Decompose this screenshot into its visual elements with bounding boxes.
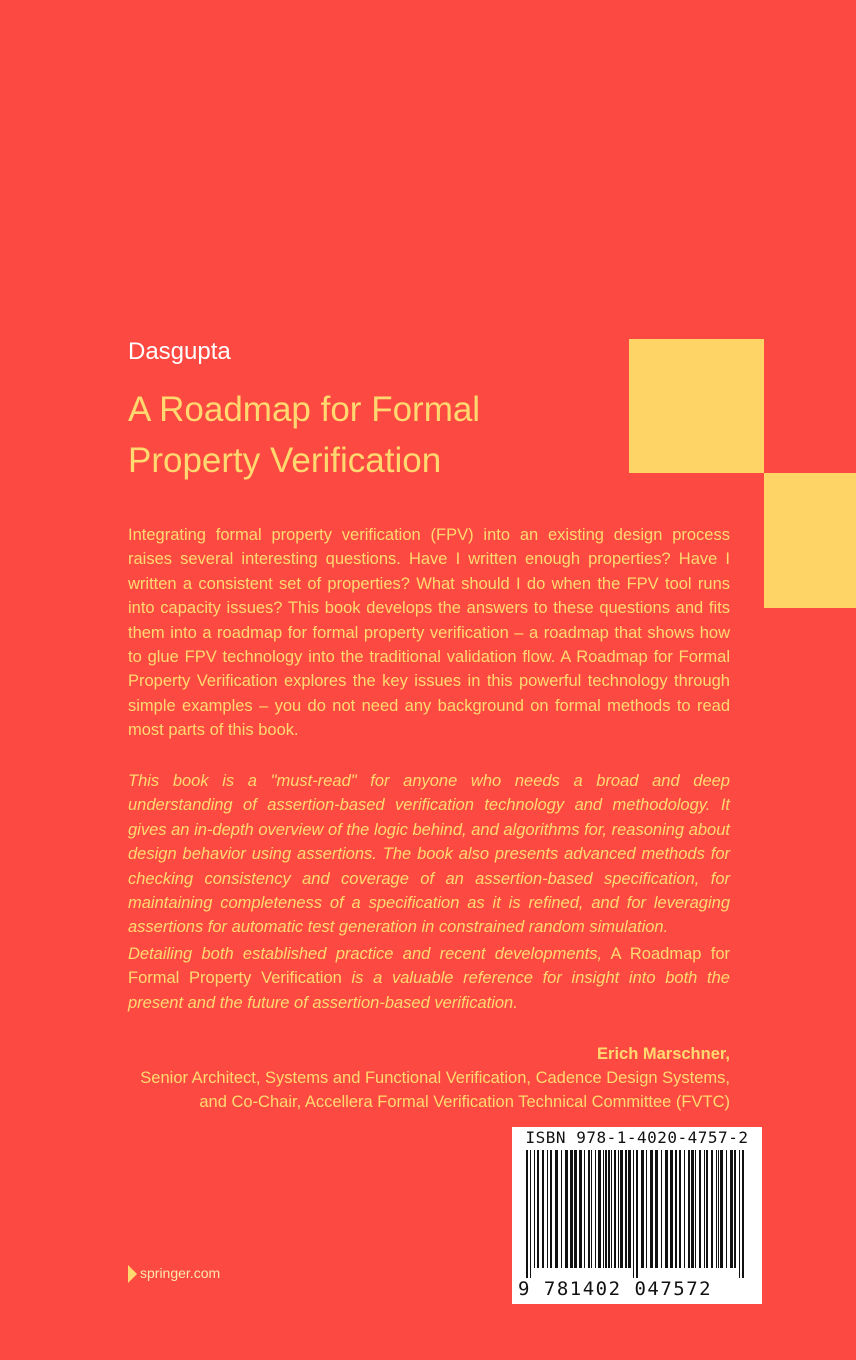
review-p2-title-ref: A Roadmap for Formal Property Verification [128, 945, 730, 988]
author-name: Dasgupta [128, 338, 231, 365]
barcode-bars [526, 1150, 748, 1278]
barcode-bar [704, 1150, 705, 1268]
barcode-bar [711, 1150, 713, 1268]
barcode-bar [542, 1150, 544, 1268]
barcode-bar [716, 1150, 717, 1268]
reviewer-title-line-2: and Co-Chair, Accellera Formal Verification Technical Committee (FVTC) [199, 1093, 730, 1111]
barcode-bar [608, 1150, 610, 1268]
barcode-bar [650, 1150, 653, 1268]
barcode-bar [561, 1150, 562, 1268]
barcode-bar [675, 1150, 677, 1268]
barcode-bar [574, 1150, 577, 1268]
book-title-line-2: Property Verification [128, 441, 442, 480]
barcode-bar [679, 1150, 681, 1268]
barcode-bar [636, 1150, 638, 1278]
publisher-link[interactable] [128, 1265, 220, 1283]
barcode-bar [691, 1150, 694, 1268]
barcode-bar [595, 1150, 596, 1268]
isbn-barcode [512, 1127, 762, 1304]
barcode-bar [618, 1150, 619, 1268]
chevron-right-icon [128, 1265, 137, 1283]
barcode-bar [633, 1150, 634, 1278]
barcode-bar [570, 1150, 573, 1268]
review-paragraph-2 [128, 942, 730, 1015]
barcode-bar [547, 1150, 548, 1268]
barcode-bar [670, 1150, 673, 1268]
barcode-bar [718, 1150, 719, 1268]
barcode-bar [739, 1150, 740, 1278]
book-title-line-1: A Roadmap for Formal [128, 390, 481, 429]
book-description: Integrating formal property verification (FPV) into an existing design process raises several interesting questions. Have I written enough properties? Have I written a consistent set of properties? What should I do when the FPV tool runs into capacity issues? This book develops the answers to these questions and fits them into a roadmap for formal property verification – a roadmap that shows how to glue FPV technology into the traditional validation flow. A Roadmap for Formal Property Verification explores the key issues in this powerful technology through simple examples – you do not need any background on formal methods to read most parts of this book. [128, 526, 730, 740]
barcode-bar [605, 1150, 607, 1268]
barcode-bar [699, 1150, 701, 1268]
reviewer-name: Erich Marschner, [597, 1045, 730, 1063]
decorative-square-top [629, 339, 764, 473]
barcode-bar [706, 1150, 708, 1268]
barcode-bar [537, 1150, 539, 1268]
barcode-bar [591, 1150, 592, 1268]
review-p2-part-a: Detailing both established practice and recent developments, [128, 945, 603, 963]
barcode-bar [720, 1150, 723, 1268]
barcode-bar [588, 1150, 590, 1268]
barcode-bar [598, 1150, 601, 1268]
decorative-square-bottom [764, 473, 856, 608]
barcode-bar [584, 1150, 585, 1268]
barcode-bar [742, 1150, 744, 1278]
barcode-bar [555, 1150, 558, 1268]
barcode-bar [641, 1150, 644, 1268]
ean-digits: 9 781402 047572 [518, 1278, 713, 1300]
review-paragraph-1: This book is a "must-read" for anyone who needs a broad and deep understanding of assertion-based verification technology and methodology. It gives an in-depth overview of the logic behind, and algorithms for, reasoning about design behavior using assertions. The book also presents advanced methods for checking consistency and coverage of an assertion-based specification, for maintaining completeness of a specification as it is refined, and for leveraging assertions for automatic test generation in constrained random simulation. [128, 772, 730, 937]
barcode-bar [734, 1150, 736, 1268]
barcode-bar [730, 1150, 733, 1268]
barcode-bar [625, 1150, 627, 1268]
reviewer-title-line-1: Senior Architect, Systems and Functional Verification, Cadence Design Systems, [140, 1069, 730, 1087]
barcode-bar [530, 1150, 531, 1278]
barcode-bar [684, 1150, 685, 1268]
barcode-bar [628, 1150, 631, 1268]
barcode-bar [695, 1150, 696, 1268]
barcode-bar [688, 1150, 690, 1268]
review-p2-part-c: is a valuable reference for insight into both the present and the future of assertion-based verification. [128, 969, 730, 1012]
barcode-bar [661, 1150, 662, 1268]
barcode-bar [620, 1150, 623, 1268]
barcode-bar [611, 1150, 612, 1268]
isbn-label: ISBN 978-1-4020-4757-2 [525, 1128, 749, 1147]
barcode-bar [726, 1150, 727, 1268]
book-title [128, 384, 608, 486]
barcode-bar [614, 1150, 616, 1268]
barcode-bar [603, 1150, 604, 1268]
barcode-bar [565, 1150, 568, 1268]
barcode-bar [579, 1150, 582, 1268]
barcode-bar [550, 1150, 552, 1268]
barcode-bar [665, 1150, 668, 1268]
publisher-link-text: springer.com [140, 1265, 221, 1281]
barcode-bar [534, 1150, 535, 1268]
barcode-bar [526, 1150, 528, 1278]
barcode-bar [655, 1150, 658, 1268]
barcode-bar [646, 1150, 647, 1268]
